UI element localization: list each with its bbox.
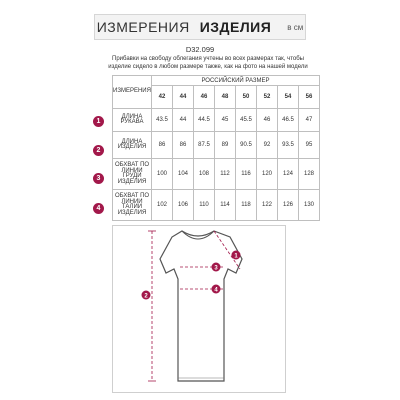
table-cell: 106 <box>173 190 194 221</box>
table-cell: 46 <box>257 109 278 132</box>
row-label-sleeve-length: ДЛИНА РУКАВА <box>113 109 152 132</box>
table-cell: 86 <box>173 132 194 159</box>
marker-4: 4 <box>214 287 218 294</box>
table-cell: 90.5 <box>236 132 257 159</box>
table-cell: 44.5 <box>194 109 215 132</box>
table-cell: 128 <box>299 159 320 190</box>
row-label-chest-girth: ОБХВАТ ПО ЛИНИИ ГРУДИ ИЗДЕЛИЯ <box>113 159 152 190</box>
measurements-header: ИЗМЕРЕНИЯ <box>113 76 152 109</box>
title-measurements: ИЗМЕРЕНИЯ <box>96 19 190 35</box>
table-cell: 46.5 <box>278 109 299 132</box>
fit-note-line-1: Прибавки на свободу облегания учтены во всех размерах так, чтобы <box>112 56 304 62</box>
table-row <box>113 159 320 190</box>
title-garment: ИЗДЕЛИЯ <box>199 19 272 35</box>
table-cell: 92 <box>257 132 278 159</box>
table-cell: 86 <box>152 132 173 159</box>
marker-2: 2 <box>144 293 148 300</box>
table-cell: 102 <box>152 190 173 221</box>
table-cell: 44 <box>173 109 194 132</box>
neckline <box>182 231 214 239</box>
table-cell: 89 <box>215 132 236 159</box>
table-cell: 45 <box>215 109 236 132</box>
size-header: 54 <box>278 86 299 109</box>
fit-note <box>108 55 308 71</box>
article-number: D32.099 <box>185 45 215 54</box>
table-cell: 114 <box>215 190 236 221</box>
table-cell: 87.5 <box>194 132 215 159</box>
size-header: 52 <box>257 86 278 109</box>
russian-size-header: РОССИЙСКИЙ РАЗМЕР <box>152 76 320 86</box>
table-row <box>113 132 320 159</box>
table-cell: 95 <box>299 132 320 159</box>
row-number-badge-3: 3 <box>93 173 104 184</box>
row-number-badge-2: 2 <box>93 145 104 156</box>
size-header: 42 <box>152 86 173 109</box>
table-cell: 43.5 <box>152 109 173 132</box>
row-label-waist-girth: ОБХВАТ ПО ЛИНИИ ТАЛИИ ИЗДЕЛИЯ <box>113 190 152 221</box>
size-header: 46 <box>194 86 215 109</box>
size-table <box>112 75 320 221</box>
dress-sketch <box>112 225 286 393</box>
unit-label: в см <box>287 22 304 32</box>
table-cell: 126 <box>278 190 299 221</box>
size-header: 44 <box>173 86 194 109</box>
table-cell: 120 <box>257 159 278 190</box>
table-cell: 116 <box>236 159 257 190</box>
table-cell: 93.5 <box>278 132 299 159</box>
size-header: 50 <box>236 86 257 109</box>
fit-note-line-2: изделие сидело в любом размере также, как на фото на нашей модели <box>108 64 308 70</box>
table-cell: 108 <box>194 159 215 190</box>
size-header: 56 <box>299 86 320 109</box>
table-cell: 122 <box>257 190 278 221</box>
table-row <box>113 190 320 221</box>
table-cell: 45.5 <box>236 109 257 132</box>
table-cell: 100 <box>152 159 173 190</box>
table-cell: 118 <box>236 190 257 221</box>
row-label-garment-length: ДЛИНА ИЗДЕЛИЯ <box>113 132 152 159</box>
marker-1: 1 <box>234 253 238 260</box>
table-cell: 104 <box>173 159 194 190</box>
table-cell: 110 <box>194 190 215 221</box>
table-cell: 47 <box>299 109 320 132</box>
row-number-badge-1: 1 <box>93 116 104 127</box>
page-header <box>94 14 306 40</box>
size-header: 48 <box>215 86 236 109</box>
row-number-badge-4: 4 <box>93 203 104 214</box>
table-cell: 130 <box>299 190 320 221</box>
marker-3: 3 <box>214 265 218 272</box>
table-cell: 124 <box>278 159 299 190</box>
table-cell: 112 <box>215 159 236 190</box>
table-row <box>113 109 320 132</box>
